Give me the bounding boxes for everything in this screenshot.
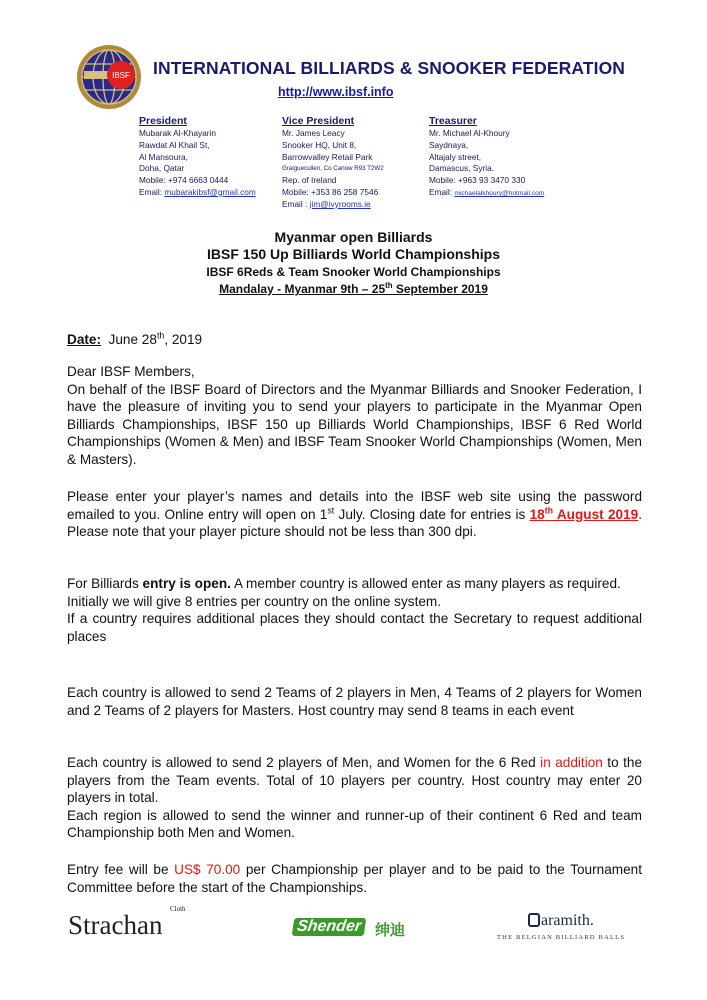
- date-sup: th: [156, 330, 165, 341]
- paragraph-fee: [67, 861, 642, 896]
- email-link[interactable]: jim@ivyrooms.ie: [309, 198, 371, 209]
- closing-date: [530, 507, 639, 522]
- sponsor-name: Strachan: [68, 910, 163, 940]
- letter-date: [67, 331, 642, 349]
- address-line: Rawdat Al Khail St,: [139, 139, 210, 150]
- sponsor-shender-logo: Shender: [292, 918, 367, 936]
- email-link[interactable]: mubarakibsf@gmail.com: [164, 186, 256, 197]
- email-line: [282, 199, 384, 211]
- sponsor-shender-chinese: 绅迪: [375, 922, 406, 939]
- paragraph-teams: Each country is allowed to send 2 Teams of 2 players in Men, 4 Teams of 2 players for Women and 2 Teams of 2 players for Masters. Host country may send 8 teams in each event: [67, 685, 642, 718]
- website-link[interactable]: http://www.ibsf.info: [278, 85, 394, 99]
- role-label: Vice President: [282, 115, 355, 127]
- dates-text: September 2019: [392, 282, 488, 296]
- date-label: Date:: [67, 332, 101, 347]
- dates-text: Mandalay - Myanmar 9th – 25: [219, 282, 386, 296]
- paragraph-text: For Billiards: [67, 576, 143, 591]
- address-line: Snooker HQ, Unit 8,: [282, 139, 357, 150]
- mobile-line: Mobile: +353 86 258 7546: [282, 186, 379, 197]
- address-line: Altajaly street,: [429, 151, 482, 162]
- role-label: Treasurer: [429, 115, 477, 127]
- role-label: President: [139, 115, 187, 127]
- paragraph-text: A member country is allowed enter as many players as required.: [230, 576, 621, 591]
- address-line: Graiguecullen, Co Carlow R93 T2W2: [282, 165, 384, 173]
- paragraph-line: [67, 754, 642, 807]
- entry-fee: US$ 70.00: [174, 862, 241, 877]
- address-line: Al Mansoura,: [139, 151, 188, 162]
- emphasis: entry is open.: [142, 576, 231, 591]
- paragraph-text: per Championship per player and to be paid to the Tournament Committee before the start of the Championships.: [67, 862, 642, 895]
- sponsor-name: aramith.: [541, 912, 594, 929]
- event-title: Myanmar open Billiards: [274, 229, 433, 245]
- mobile-line: Mobile: +963 93 3470 330: [429, 175, 526, 186]
- email-line: [429, 187, 544, 200]
- address-line: Doha, Qatar: [139, 163, 185, 174]
- address-line: Rep. of Ireland: [282, 175, 337, 186]
- sponsor-aramith-logo: [528, 912, 594, 930]
- address-line: Barrowvalley Retail Park: [282, 151, 373, 162]
- sup: th: [544, 505, 554, 516]
- paragraph-line: Initially we will give 8 entries per country on the online system.: [67, 593, 442, 609]
- sup: st: [327, 505, 335, 516]
- paragraph-invitation: [67, 363, 642, 469]
- paragraph-text: . Please note that your player picture should not be less than 300 dpi.: [67, 506, 642, 540]
- sponsor-subtitle: Cloth: [170, 905, 186, 913]
- dates-sup: th: [385, 281, 393, 290]
- address-line: Mr. Michael Al-Khoury: [429, 128, 510, 138]
- email-label: Email :: [282, 198, 310, 209]
- salutation: Dear IBSF Members,: [67, 364, 195, 379]
- email-label: Email:: [139, 186, 165, 197]
- event-subtitle: IBSF 150 Up Billiards World Championships: [206, 246, 500, 262]
- paragraph-line: If a country requires additional places they should contact the Secretary to request additional places: [67, 611, 642, 644]
- aramith-icon: [528, 913, 540, 927]
- address-line: Mr. James Leacy: [282, 128, 345, 138]
- org-title: INTERNATIONAL BILLIARDS & SNOOKER FEDERATION: [153, 58, 626, 78]
- mobile-line: Mobile: +974 6663 0444: [139, 175, 229, 186]
- closing-date-month: August 2019: [553, 506, 639, 522]
- sponsor-strachan-logo: [68, 905, 186, 941]
- ibsf-logo: [76, 44, 142, 110]
- paragraph-billiards: [67, 575, 642, 645]
- paragraph-text: July. Closing date for entries is: [334, 506, 530, 522]
- paragraph-text: to the players from the Team events. Total of 10 players per country. Host country may enter 20 players in total.: [67, 755, 643, 806]
- date-value: , 2019: [164, 332, 203, 347]
- address-line: Mubarak Al-Khayarin: [139, 128, 217, 138]
- paragraph-entry: [67, 488, 642, 541]
- globe-icon: [76, 44, 142, 110]
- email-label: Email:: [429, 186, 455, 197]
- paragraph-line: [67, 575, 642, 593]
- paragraph-text: Please enter your player’s names and details into the IBSF web site using the password emailed to you. Online entry will open on 1: [67, 489, 642, 522]
- paragraph-text: Entry fee will be: [67, 862, 175, 877]
- date-value: June 28: [101, 332, 157, 347]
- officer-vice-president: [282, 115, 384, 211]
- paragraph-text: On behalf of the IBSF Board of Directors and the Myanmar Billiards and Snooker Federation, I have the pleasure of inviting you to send your players to participate in the Myanmar Open Billiards Championships, IBSF 150 up Billiards World Championships, IBSF 6 Red World Championships (Women & Men) and IBSF Team Snooker World Championships (Women, Men & Masters).: [67, 381, 642, 467]
- officer-treasurer: [429, 115, 544, 200]
- event-subtitle-2: IBSF 6Reds & Team Snooker World Championships: [206, 265, 501, 279]
- address-line: Saydnaya,: [429, 139, 469, 150]
- address-line: Damascus, Syria.: [429, 163, 495, 174]
- closing-date-day: 18: [529, 506, 545, 522]
- paragraph-6red: [67, 754, 642, 842]
- event-dates: [0, 282, 707, 296]
- paragraph-line: Each region is allowed to send the winner and runner-up of their continent 6 Red and team Championship both Men and Women.: [67, 807, 642, 841]
- officer-president: [139, 115, 256, 199]
- highlight-text: in addition: [540, 755, 603, 770]
- email-line: [139, 187, 256, 199]
- email-link[interactable]: michaelalkhoury@hotmail.com: [454, 189, 545, 197]
- svg-text:IBSF: IBSF: [112, 71, 130, 80]
- paragraph-text: Each country is allowed to send 2 players of Men, and Women for the 6 Red: [67, 755, 541, 770]
- sponsor-aramith-tagline: THE BELGIAN BILLIARD BALLS: [497, 934, 626, 941]
